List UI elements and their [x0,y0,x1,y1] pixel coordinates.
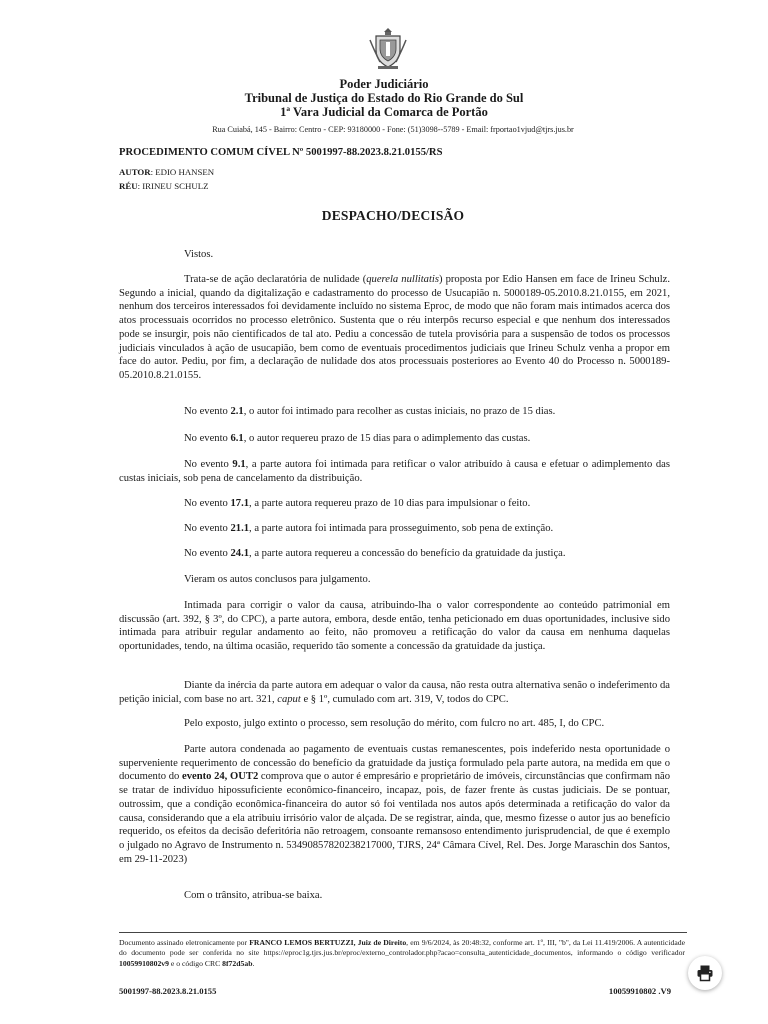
header-line-3: 1ª Vara Judicial da Comarca de Portão [280,105,488,119]
header-line-2: Tribunal de Justiça do Estado do Rio Grande do Sul [244,91,524,105]
paragraph-12: Pelo exposto, julgo extinto o processo, sem resolução do mérito, com fulcro no art. 485, I, do CPC. [184,718,605,729]
footer-process-number: 5001997-88.2023.8.21.0155 [119,986,217,996]
document-title: DESPACHO/DECISÃO [321,208,465,223]
footer-document-code: 10059910802 .V9 [608,986,671,996]
footer-divider [119,932,687,933]
court-address: Rua Cuiabá, 145 - Bairro: Centro - CEP: 93180000 - Fone: (51)3098--5789 - Email: frportao1vjud@tjrs.jus.br [212,125,574,134]
paragraph-10: Intimada para corrigir o valor da causa, atribuindo-lha o valor correspondente ao conteúdo patrimonial em discussão (art. 392, § 3º, do CPC), a parte autora, embora, desde então, tenha peticionado em duas oportunidades, inclusive sido intimada para atribuir regular andamento ao feito, não promoveu a retificação do valor da causa em nenhuma daquelas oportunidades, tendo, na última ocasião, requerido tão somente a concessão da gratuidade da justiça. [119,600,670,653]
print-icon [696,964,714,982]
author-line [119,167,214,177]
paragraph-13: Parte autora condenada ao pagamento de eventuais custas remanescentes, pois indeferido nesta oportunidade o superveniente requerimento de concessão do benefício da gratuidade da justiça formulado pela parte autora, na medida em que o documento do evento 24, OUT2 comprova que o autor é empresário e proprietário de imóveis, circunstâncias que confirmam não se tratar de indivíduo hipossuficiente econômico-financeiro, incapaz, pois, de fazer frente às custas judiciais. De se pontuar, outrossim, que a condição econômica-financeira do autor só foi ventilada nos autos após determinada a retificação do valor da causa, considerando que a ela atribuiu irrisório valor de alçada. De se registrar, ainda, que, mesmo fizesse o autor jus ao benefício requerido, os efeitos da decisão deferitória não retroagem, consoante remansoso entendimento jurisprudencial, de que é exemplo o julgado no Agravo de Instrumento n. 53490857820238217000, TJRS, 24ª Câmara Cível, Rel. Des. Jorge Maraschin dos Santos, em 29-11-2023) [119,744,670,865]
paragraph-3: No evento 2.1, o autor foi intimado para recolher as custas iniciais, no prazo de 15 dias. [184,406,556,417]
header-line-1: Poder Judiciário [339,77,429,91]
defendant-line [119,181,208,191]
print-button[interactable] [688,956,722,990]
paragraph-1: Vistos. [184,249,214,260]
paragraph-11: Diante da inércia da parte autora em adequar o valor da causa, não resta outra alternativa senão o indeferimento da petição inicial, com base no art. 321, caput e § 1º, cumulado com art. 319, V, todos do CPC. [119,680,670,705]
paragraph-6: No evento 17.1, a parte autora requereu prazo de 10 dias para impulsionar o feito. [184,498,531,509]
paragraph-8: No evento 24.1, a parte autora requereu a concessão do benefício da gratuidade da justiça. [184,548,566,559]
defendant-name: : IRINEU SCHULZ [137,181,209,191]
paragraph-2: Trata-se de ação declaratória de nulidade (querela nullitatis) proposta por Edio Hansen em face de Irineu Schulz. Segundo a inicial, quando da digitalização e cadastramento do processo de Usucapião n. 5000189-05.2010.8.21.0155, em 2021, nenhum dos terceiros interessados foi devidamente incluído no sistema Eproc, de modo que não foram mais intimados acerca dos atos processuais ocorridos no processo eletrônico. Sustenta que o réu interpôs recurso especial e que nenhum dos interessados pode se insurgir, pois não cientificados de tal ato. Pediu a concessão de tutela provisória para a suspensão de todos os processos judiciais vinculados à ação de usucapião, bem como de eventuais procedimentos judiciais que Irineu Schulz venha a propor em face do autor. Pediu, por fim, a declaração de nulidade dos atos processuais posteriores ao Evento 40 do Processo n. 5000189-05.2010.8.21.0155. [119,274,670,381]
procedure-title: PROCEDIMENTO COMUM CÍVEL Nº 5001997-88.2023.8.21.0155/RS [119,147,443,158]
paragraph-9: Vieram os autos conclusos para julgamento. [184,574,371,585]
coat-of-arms-icon [368,26,408,70]
paragraph-7: No evento 21.1, a parte autora foi intimada para prosseguimento, sob pena de extinção. [184,523,554,534]
author-label: AUTOR [119,167,151,177]
paragraph-4: No evento 6.1, o autor requereu prazo de 15 dias para o adimplemento das custas. [184,433,531,444]
defendant-label: RÉU [119,181,138,191]
paragraph-14: Com o trânsito, atribua-se baixa. [184,890,323,901]
signature-note: Documento assinado eletronicamente por FRANCO LEMOS BERTUZZI, Juiz de Direito, em 9/6/2024, às 20:48:32, conforme art. 1º, III, "b", da Lei 11.419/2006. A autenticidade do documento pode ser conferida no site https://eproc1g.tjrs.jus.br/eproc/externo_controlador.php?acao=consulta_autenticidade_documentos, informando o código verificador 10059910802v9 e o código CRC 8f72d5ab. [119,938,685,968]
author-name: : EDIO HANSEN [150,167,215,177]
paragraph-5: No evento 9.1, a parte autora foi intimada para retificar o valor atribuído à causa e efetuar o adimplemento das custas iniciais, sob pena de cancelamento da distribuição. [119,459,671,484]
